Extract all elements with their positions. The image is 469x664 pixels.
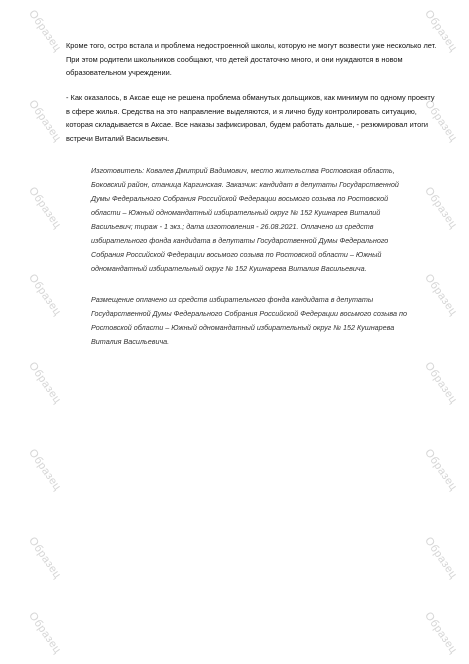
watermark: Образец bbox=[422, 185, 460, 232]
watermark: Образец bbox=[26, 185, 64, 232]
watermark: Образец bbox=[422, 610, 460, 657]
imprint-paragraph: Размещение оплачено из средств избирательного фонда кандидата в депутаты Государственной Думы Федерального Собрания Российской Федерации восьмого созыва по Ростовской области – Южный одномандатный избирательный округ № 152 Кушнарева Виталия Васильевича. bbox=[91, 295, 407, 346]
body-paragraph: - Как оказалось, в Аксае еще не решена проблема обманутых дольщиков, как минимум по одному проекту в сфере жилья. Средства на это направление выделяются, и я лично буду контролировать ситуацию, которая складывается в Аксае. Все наказы зафиксировал, будем работать дальше, - резюмировал итоги встречи Виталий Васильевич. bbox=[66, 93, 435, 143]
watermark: Образец bbox=[422, 8, 460, 55]
watermark: Образец bbox=[26, 360, 64, 407]
watermark: Образец bbox=[26, 8, 64, 55]
watermark: Образец bbox=[422, 98, 460, 145]
watermark: Образец bbox=[26, 447, 64, 494]
watermark: Образец bbox=[26, 535, 64, 582]
watermark: Образец bbox=[422, 272, 460, 319]
watermark: Образец bbox=[26, 98, 64, 145]
watermark: Образец bbox=[422, 447, 460, 494]
watermark: Образец bbox=[26, 272, 64, 319]
body-paragraph: Кроме того, остро встала и проблема недостроенной школы, которую не могут возвести уже несколько лет. При этом родители школьников сообщают, что детей достаточно много, и они нуждаются в новом образовательном учреждении. bbox=[66, 41, 437, 78]
watermark: Образец bbox=[422, 535, 460, 582]
watermark: Образец bbox=[26, 610, 64, 657]
imprint-paragraph: Изготовитель: Ковалев Дмитрий Вадимович, место жительства Ростовская область, Боковский район, станица Каргинская. Заказчик: кандидат в депутаты Государственной Думы Федерального Собрания Российской Федерации восьмого созыва по Ростовской области – Южный одномандатный избирательный округ № 152 Кушнарев Виталий Васильевич; тираж - 1 экз.; дата изготовления - 26.08.2021. Оплачено из средств избирательного фонда кандидата в депутаты Государственной Думы Федерального Собрания Российской Федерации восьмого созыва по Ростовской области – Южный одномандатный избирательный округ № 152 Кушнарева Виталия Васильевича. bbox=[91, 166, 399, 273]
watermark: Образец bbox=[422, 360, 460, 407]
